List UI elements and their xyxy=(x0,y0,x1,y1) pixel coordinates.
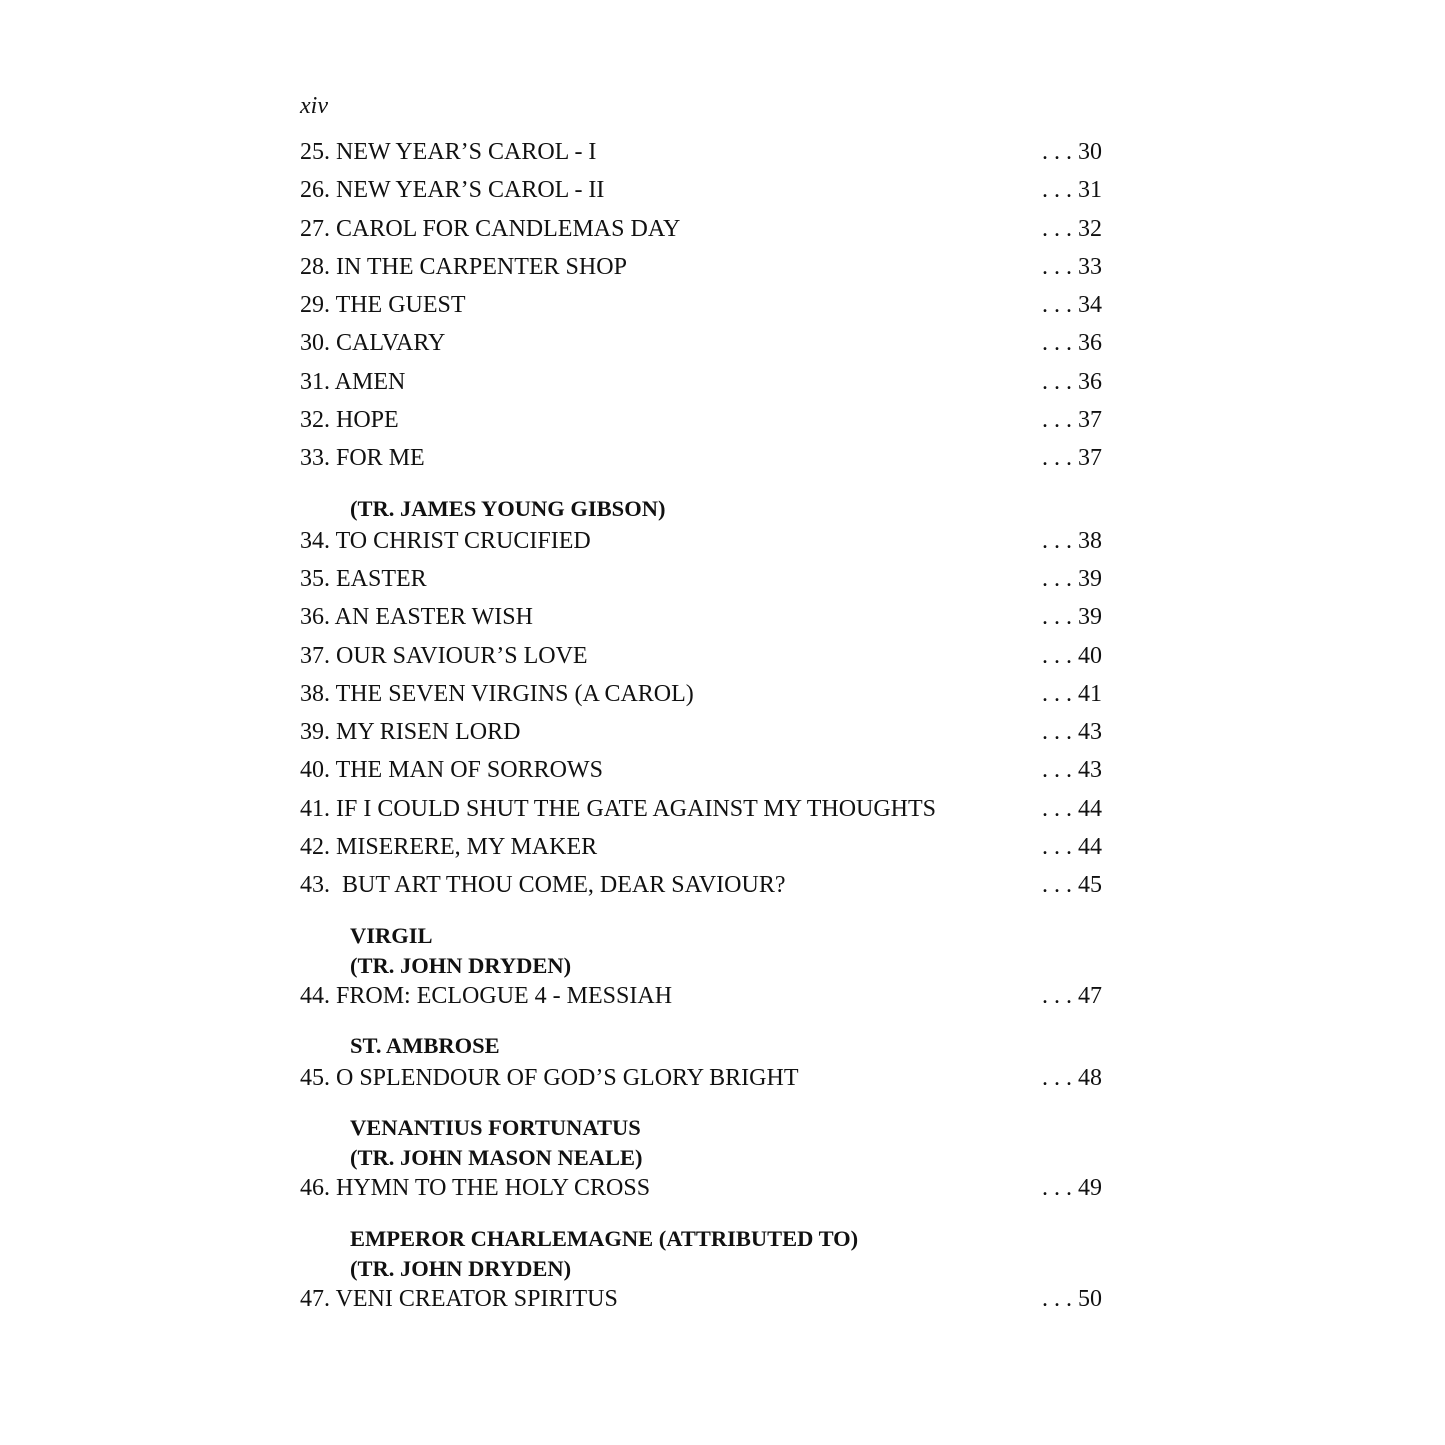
entry-title: 37. OUR SAVIOUR’S LOVE xyxy=(300,642,588,669)
entry-title: 29. THE GUEST xyxy=(300,292,466,319)
toc-entry-29 xyxy=(300,289,1102,327)
toc-entry-41 xyxy=(300,793,1102,831)
entry-title: 32. HOPE xyxy=(300,407,399,434)
entry-page: . . . 44 xyxy=(1042,795,1102,822)
entry-title: 47. VENI CREATOR SPIRITUS xyxy=(300,1285,618,1312)
entry-page: . . . 43 xyxy=(1042,757,1102,784)
page-number: xiv xyxy=(300,93,328,119)
toc-entry-42 xyxy=(300,831,1102,869)
entry-page: . . . 36 xyxy=(1042,330,1102,357)
toc-entry-27 xyxy=(300,213,1102,251)
toc-entry-38 xyxy=(300,678,1102,716)
section-heading: (TR. JOHN DRYDEN) xyxy=(350,1255,572,1281)
entry-page: . . . 44 xyxy=(1042,834,1102,861)
toc-entry-34 xyxy=(300,525,1102,563)
entry-title: 38. THE SEVEN VIRGINS (A CAROL) xyxy=(300,680,694,707)
section-heading: (TR. JOHN DRYDEN) xyxy=(350,952,572,978)
entry-title: 25. NEW YEAR’S CAROL - I xyxy=(300,139,597,165)
entry-page: . . . 40 xyxy=(1042,642,1102,669)
toc-entry-25 xyxy=(300,136,1102,174)
entry-title: 40. THE MAN OF SORROWS xyxy=(300,757,603,784)
section-heading: (TR. JOHN MASON NEALE) xyxy=(350,1145,643,1171)
toc-entry-45 xyxy=(300,1062,1102,1100)
toc-entry-31 xyxy=(300,366,1102,404)
toc-entry-36 xyxy=(300,601,1102,639)
toc-entry-44 xyxy=(300,980,1102,1018)
entry-page: . . . 45 xyxy=(1042,872,1102,899)
entry-page: . . . 31 xyxy=(1042,177,1102,204)
entry-page: . . . 48 xyxy=(1042,1064,1102,1091)
entry-page: . . . 38 xyxy=(1042,527,1102,554)
entry-page: . . . 36 xyxy=(1042,368,1102,395)
entry-page: . . . 37 xyxy=(1042,407,1102,434)
entry-page: . . . 39 xyxy=(1042,565,1102,592)
entry-title: 33. FOR ME xyxy=(300,445,425,472)
entry-title: 26. NEW YEAR’S CAROL - II xyxy=(300,177,605,204)
entry-title: 43. BUT ART THOU COME, DEAR SAVIOUR? xyxy=(300,872,786,899)
entry-title: 42. MISERERE, MY MAKER xyxy=(300,834,598,861)
section-heading: EMPEROR CHARLEMAGNE (ATTRIBUTED TO) xyxy=(350,1225,859,1251)
toc-entry-47 xyxy=(300,1283,1102,1321)
section-heading: ST. AMBROSE xyxy=(350,1032,500,1058)
entry-title: 34. TO CHRIST CRUCIFIED xyxy=(300,527,591,554)
entry-title: 39. MY RISEN LORD xyxy=(300,719,521,746)
toc-entry-43 xyxy=(300,869,1102,907)
entry-title: 27. CAROL FOR CANDLEMAS DAY xyxy=(300,215,681,242)
toc-entry-37 xyxy=(300,640,1102,678)
entry-title: 35. EASTER xyxy=(300,565,427,592)
toc-entry-32 xyxy=(300,404,1102,442)
entry-page: . . . 37 xyxy=(1042,445,1102,472)
entry-title: 45. O SPLENDOUR OF GOD’S GLORY BRIGHT xyxy=(300,1064,799,1091)
entry-page: . . . 34 xyxy=(1042,292,1102,319)
section-heading: VENANTIUS FORTUNATUS xyxy=(350,1115,641,1141)
entry-title: 46. HYMN TO THE HOLY CROSS xyxy=(300,1175,651,1202)
entry-page: . . . 49 xyxy=(1042,1175,1102,1202)
section-heading: VIRGIL xyxy=(350,922,433,948)
entry-page: . . . 32 xyxy=(1042,215,1102,242)
toc-entry-39 xyxy=(300,716,1102,754)
toc-entry-35 xyxy=(300,563,1102,601)
entry-title: 44. FROM: ECLOGUE 4 - MESSIAH xyxy=(300,982,673,1009)
section-heading: (TR. JAMES YOUNG GIBSON) xyxy=(350,495,666,521)
entry-title: 36. AN EASTER WISH xyxy=(300,604,533,631)
entry-page: . . . 43 xyxy=(1042,719,1102,746)
entry-page: . . . 30 xyxy=(1042,139,1102,165)
toc-entry-40 xyxy=(300,754,1102,792)
entry-page: . . . 47 xyxy=(1042,982,1102,1009)
entry-page: . . . 41 xyxy=(1042,680,1102,707)
entry-page: . . . 33 xyxy=(1042,253,1102,280)
entry-page: . . . 50 xyxy=(1042,1285,1102,1312)
toc-entry-30 xyxy=(300,327,1102,365)
toc-entry-33 xyxy=(300,442,1102,480)
toc-entry-46 xyxy=(300,1172,1102,1210)
toc-entry-28 xyxy=(300,251,1102,289)
table-of-contents xyxy=(300,136,1102,1321)
entry-title: 28. IN THE CARPENTER SHOP xyxy=(300,253,627,280)
entry-page: . . . 39 xyxy=(1042,604,1102,631)
toc-entry-26 xyxy=(300,174,1102,212)
entry-title: 41. IF I COULD SHUT THE GATE AGAINST MY THOUGHTS xyxy=(300,795,937,822)
entry-title: 30. CALVARY xyxy=(300,330,446,357)
entry-title: 31. AMEN xyxy=(300,368,406,395)
